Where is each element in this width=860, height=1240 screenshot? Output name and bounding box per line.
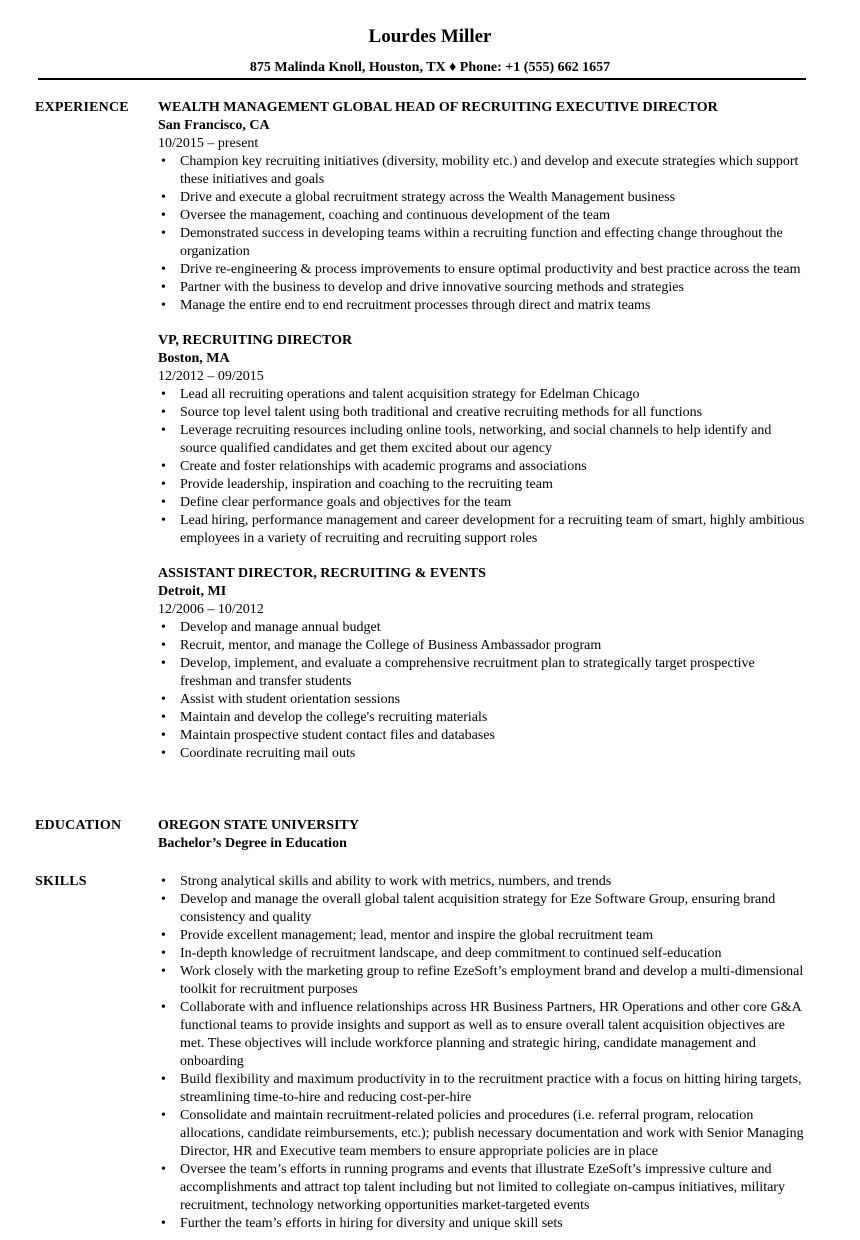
- job-bullets: [158, 386, 808, 548]
- job-title: VP, RECRUITING DIRECTOR: [158, 333, 353, 348]
- skill-item: • Strong analytical skills and ability to work with metrics, numbers, and trends: [158, 873, 808, 891]
- job-bullet: • Source top level talent using both traditional and creative recruiting methods for all functions: [158, 404, 808, 422]
- skills-list: [158, 873, 808, 1233]
- job-entry: [158, 565, 808, 763]
- job-dates: 12/2012 – 09/2015: [158, 369, 264, 384]
- job-location: Boston, MA: [158, 351, 230, 366]
- experience-body: [158, 99, 808, 763]
- job-bullet: • Oversee the management, coaching and continuous development of the team: [158, 207, 808, 225]
- job-title: WEALTH MANAGEMENT GLOBAL HEAD OF RECRUITING EXECUTIVE DIRECTOR: [158, 100, 718, 115]
- header-divider: [38, 78, 806, 80]
- education-heading: EDUCATION: [35, 818, 122, 833]
- skill-item: • In-depth knowledge of recruitment landscape, and deep commitment to continued self-education: [158, 945, 808, 963]
- job-bullets: [158, 153, 808, 315]
- skill-item: • Further the team’s efforts in hiring for diversity and unique skill sets: [158, 1215, 808, 1233]
- skill-item: • Consolidate and maintain recruitment-related policies and procedures (i.e. referral program, relocation allocations, candidate reimbursements, etc.); publish necessary documentation and work with Senior Managing Director, HR and Executive team members to ensure appropriate policies are in place: [158, 1107, 808, 1161]
- job-bullet: • Maintain and develop the college's recruiting materials: [158, 709, 808, 727]
- school-name: OREGON STATE UNIVERSITY: [158, 818, 359, 833]
- job-bullet: • Leverage recruiting resources including online tools, networking, and social channels to help identify and source qualified candidates and get them excited about our agency: [158, 422, 808, 458]
- job-bullet: • Lead all recruiting operations and talent acquisition strategy for Edelman Chicago: [158, 386, 808, 404]
- job-bullet: • Drive and execute a global recruitment strategy across the Wealth Management business: [158, 189, 808, 207]
- skills-body: [158, 873, 808, 1233]
- job-bullet: • Develop, implement, and evaluate a comprehensive recruitment plan to strategically target prospective freshman and transfer students: [158, 655, 808, 691]
- job-location: Detroit, MI: [158, 584, 227, 599]
- job-bullet: • Demonstrated success in developing teams within a recruiting function and effecting change throughout the organization: [158, 225, 808, 261]
- job-location: San Francisco, CA: [158, 118, 270, 133]
- job-entry: [158, 332, 808, 548]
- skills-heading: SKILLS: [35, 874, 87, 889]
- education-body: [158, 817, 808, 853]
- job-bullet: • Maintain prospective student contact files and databases: [158, 727, 808, 745]
- job-bullet: • Partner with the business to develop and drive innovative sourcing methods and strategies: [158, 279, 808, 297]
- experience-heading: EXPERIENCE: [35, 100, 129, 115]
- job-bullet: • Coordinate recruiting mail outs: [158, 745, 808, 763]
- job-bullet: • Manage the entire end to end recruitment processes through direct and matrix teams: [158, 297, 808, 315]
- skill-item: • Collaborate with and influence relationships across HR Business Partners, HR Operations and other core G&A functional teams to provide insights and support as well as to ensure overall talent acquisition objectives are met. These objectives will include workforce planning and strategic hiring, candidate management and onboarding: [158, 999, 808, 1071]
- skill-item: • Develop and manage the overall global talent acquisition strategy for Eze Software Group, ensuring brand consistency and quality: [158, 891, 808, 927]
- job-entry: [158, 99, 808, 315]
- skill-item: • Provide excellent management; lead, mentor and inspire the global recruitment team: [158, 927, 808, 945]
- skill-item: • Oversee the team’s efforts in running programs and events that illustrate EzeSoft’s impressive culture and accomplishments and attract top talent including but not limited to collegiate on-campus initiatives, military recruitment, technology networking opportunities market-targeted events: [158, 1161, 808, 1215]
- job-dates: 10/2015 – present: [158, 136, 259, 151]
- job-title: ASSISTANT DIRECTOR, RECRUITING & EVENTS: [158, 566, 486, 581]
- job-bullet: • Lead hiring, performance management and career development for a recruiting team of smart, highly ambitious employees in a variety of recruiting and recruiting support roles: [158, 512, 808, 548]
- contact-line: 875 Malinda Knoll, Houston, TX ♦ Phone: +1 (555) 662 1657: [249, 60, 611, 75]
- skill-item: • Build flexibility and maximum productivity in to the recruitment practice with a focus on hitting hiring targets, streamlining time-to-hire and reducing cost-per-hire: [158, 1071, 808, 1107]
- job-bullet: • Develop and manage annual budget: [158, 619, 808, 637]
- job-bullet: • Define clear performance goals and objectives for the team: [158, 494, 808, 512]
- job-bullet: • Assist with student orientation sessions: [158, 691, 808, 709]
- job-bullets: [158, 619, 808, 763]
- skill-item: • Work closely with the marketing group to refine EzeSoft’s employment brand and develop a multi-dimensional toolkit for recruitment purposes: [158, 963, 808, 999]
- job-dates: 12/2006 – 10/2012: [158, 602, 264, 617]
- job-bullet: • Provide leadership, inspiration and coaching to the recruiting team: [158, 476, 808, 494]
- job-bullet: • Champion key recruiting initiatives (diversity, mobility etc.) and develop and execute strategies which support these initiatives and goals: [158, 153, 808, 189]
- job-bullet: • Create and foster relationships with academic programs and associations: [158, 458, 808, 476]
- job-bullet: • Recruit, mentor, and manage the College of Business Ambassador program: [158, 637, 808, 655]
- job-bullet: • Drive re-engineering & process improvements to ensure optimal productivity and best practice across the team: [158, 261, 808, 279]
- degree-name: Bachelor’s Degree in Education: [158, 836, 347, 851]
- candidate-name: Lourdes Miller: [368, 26, 492, 47]
